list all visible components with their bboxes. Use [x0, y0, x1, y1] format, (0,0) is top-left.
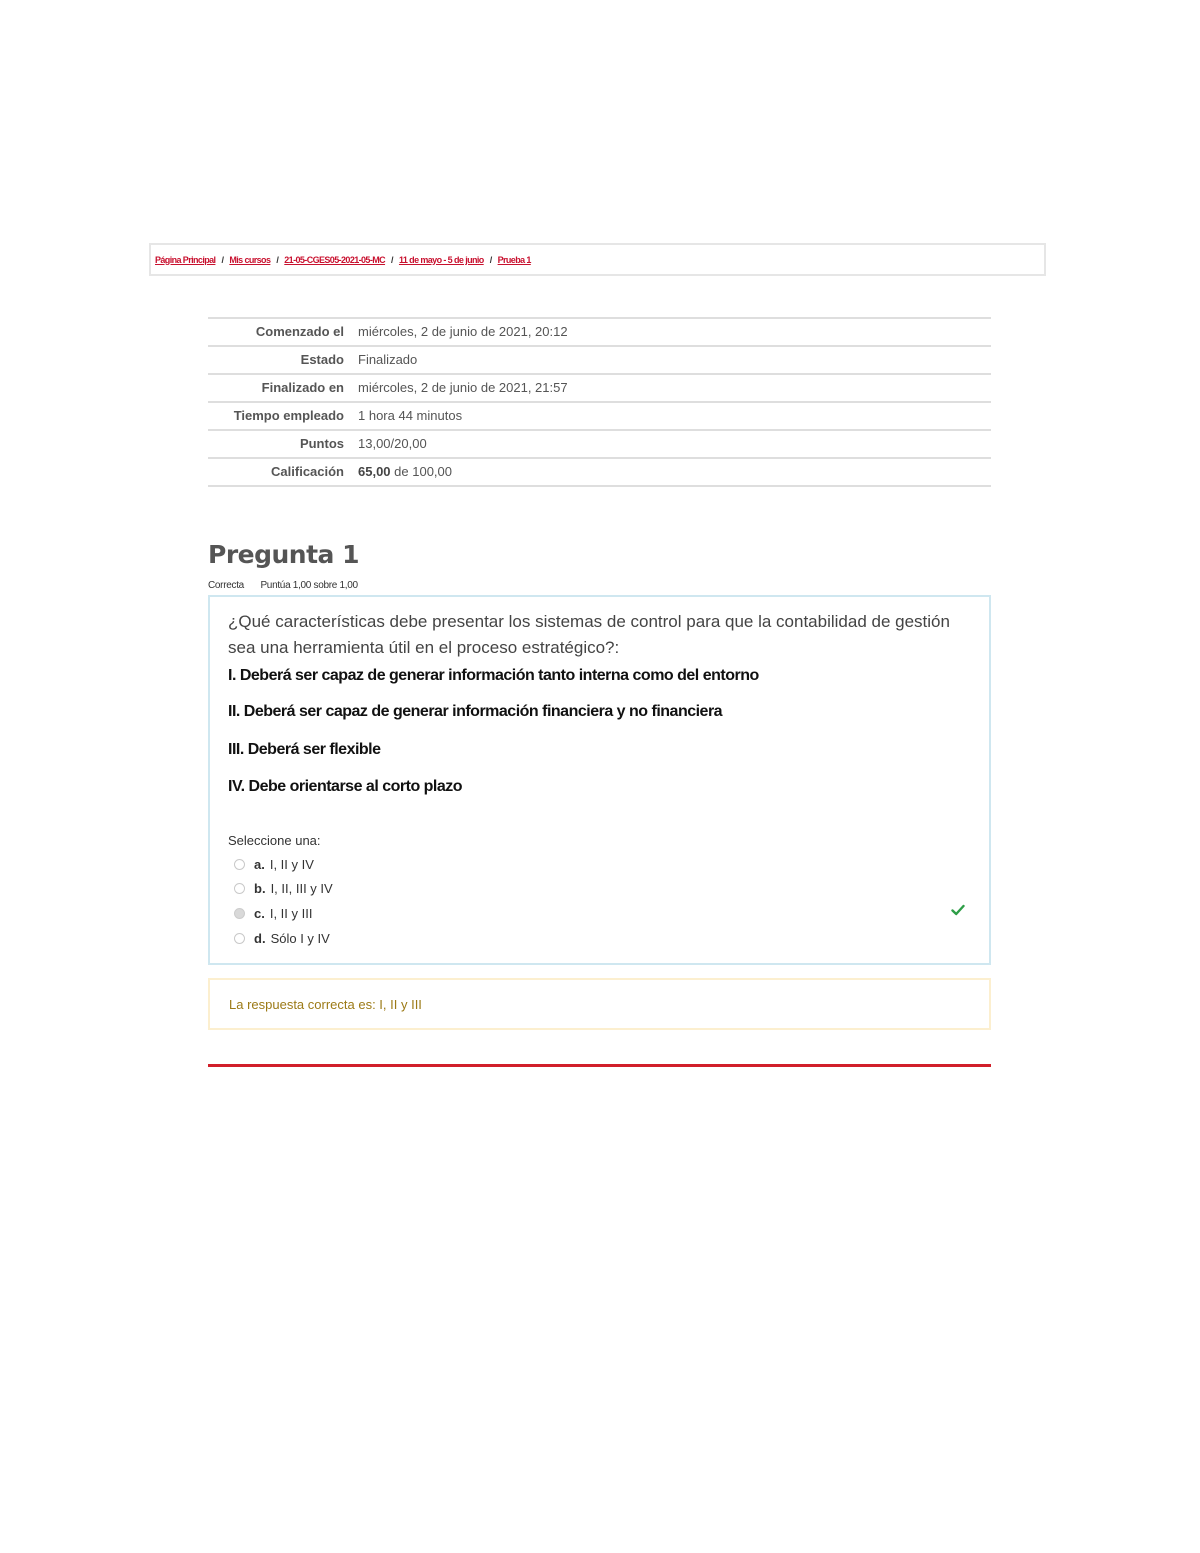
- summary-value: [358, 458, 991, 486]
- breadcrumb-section-link[interactable]: 11 de mayo - 5 de junio: [398, 254, 484, 265]
- answer-option-b[interactable]: [234, 881, 333, 896]
- breadcrumb-my-courses-link[interactable]: Mis cursos: [229, 254, 271, 265]
- question-meta: [208, 580, 358, 591]
- option-letter: a.: [254, 857, 265, 872]
- grade-value: 65,00: [358, 464, 391, 479]
- correct-answer-feedback: [208, 978, 991, 1030]
- breadcrumb-home-link[interactable]: Página Principal: [155, 254, 216, 265]
- statement-1: I. Deberá ser capaz de generar información tanto interna como del entorno: [228, 667, 759, 684]
- answer-option-c[interactable]: [234, 906, 312, 921]
- attempt-summary-table: [208, 317, 991, 487]
- summary-value: 1 hora 44 minutos: [358, 408, 463, 423]
- statement-2: II. Deberá ser capaz de generar información financiera y no financiera: [228, 703, 723, 720]
- breadcrumb-separator: /: [391, 254, 393, 265]
- breadcrumb-separator: /: [276, 254, 279, 265]
- option-text: I, II y III: [269, 906, 313, 921]
- summary-label: Tiempo empleado: [233, 408, 344, 423]
- summary-row-points: [208, 430, 991, 458]
- feedback-text: La respuesta correcta es: I, II y III: [229, 996, 422, 1012]
- question-title: Pregunta 1: [208, 540, 360, 569]
- summary-label: Comenzado el: [255, 324, 344, 339]
- summary-label: Finalizado en: [261, 380, 344, 395]
- breadcrumb-separator: /: [221, 254, 224, 265]
- question-content-box: [208, 595, 991, 965]
- summary-value: miércoles, 2 de junio de 2021, 21:57: [358, 380, 568, 395]
- summary-label: Calificación: [271, 464, 344, 479]
- summary-label: Estado: [300, 352, 344, 367]
- answer-option-d[interactable]: [234, 931, 330, 946]
- checkmark-icon: [951, 903, 965, 917]
- radio-button[interactable]: [234, 883, 245, 894]
- breadcrumb-quiz-link[interactable]: Prueba 1: [497, 254, 531, 265]
- summary-row-state: [208, 346, 991, 374]
- summary-value: Finalizado: [358, 352, 418, 367]
- option-letter: c.: [254, 906, 265, 921]
- option-letter: b.: [254, 881, 266, 896]
- radio-button-selected[interactable]: [234, 908, 245, 919]
- question-text: ¿Qué características debe presentar los sistemas de control para que la contabilidad de gestión sea una herramienta útil en el proceso estratégico?:: [228, 612, 950, 657]
- radio-button[interactable]: [234, 859, 245, 870]
- option-text: Sólo I y IV: [270, 931, 330, 946]
- section-divider: [208, 1064, 991, 1067]
- answer-prompt: Seleccione una:: [228, 833, 321, 848]
- statement-3: III. Deberá ser flexible: [228, 741, 381, 758]
- answer-option-a[interactable]: [234, 857, 314, 872]
- summary-row-grade: [208, 458, 991, 486]
- summary-row-completed: [208, 374, 991, 402]
- question-status: Correcta: [208, 580, 244, 591]
- summary-row-started: [208, 318, 991, 346]
- breadcrumb-separator: /: [489, 254, 492, 265]
- summary-label: Puntos: [299, 436, 344, 451]
- breadcrumb: [149, 243, 1046, 276]
- radio-button[interactable]: [234, 933, 245, 944]
- option-text: I, II y IV: [269, 857, 314, 872]
- statement-4: IV. Debe orientarse al corto plazo: [228, 778, 463, 795]
- summary-value: 13,00/20,00: [358, 436, 427, 451]
- grade-max: de 100,00: [394, 464, 453, 479]
- summary-row-time-taken: [208, 402, 991, 430]
- option-letter: d.: [254, 931, 266, 946]
- option-text: I, II, III y IV: [270, 881, 333, 896]
- breadcrumb-course-link[interactable]: 21-05-CGES05-2021-05-MC: [284, 254, 386, 265]
- question-score: Puntúa 1,00 sobre 1,00: [260, 580, 358, 591]
- summary-value: miércoles, 2 de junio de 2021, 20:12: [358, 324, 568, 339]
